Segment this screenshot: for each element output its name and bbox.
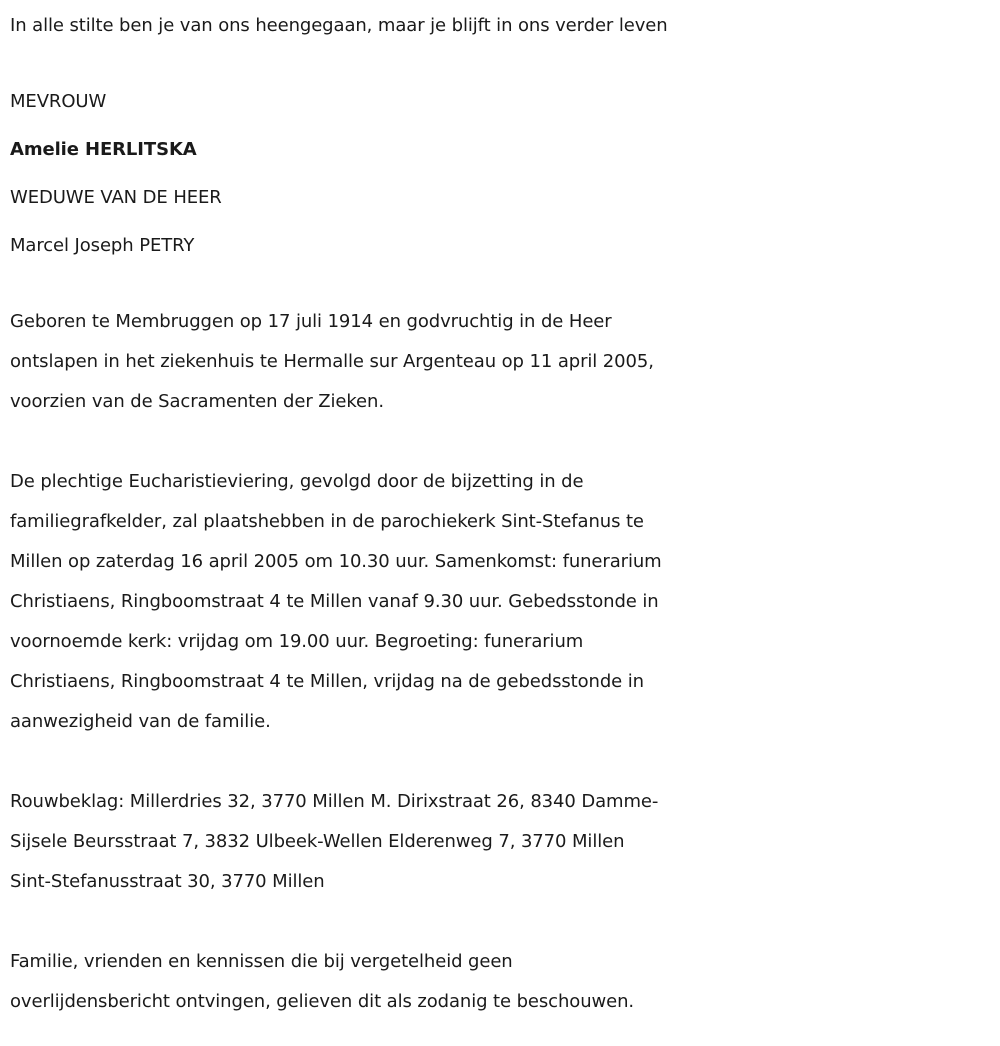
text-line: Rouwbeklag: Millerdries 32, 3770 Millen M. Dirixstraat 26, 8340 Damme- [10, 791, 659, 812]
text-line: Sint-Stefanusstraat 30, 3770 Millen [10, 871, 325, 892]
ceremony-paragraph [10, 462, 995, 742]
text-line: voornoemde kerk: vrijdag om 19.00 uur. Begroeting: funerarium [10, 631, 584, 652]
title-prefix: MEVROUW [10, 91, 107, 112]
text-line: familiegrafkelder, zal plaatshebben in de parochiekerk Sint-Stefanus te [10, 511, 644, 532]
text-line: Geboren te Membruggen op 17 juli 1914 en godvruchtig in de Heer [10, 311, 612, 332]
text-line: voorzien van de Sacramenten der Zieken. [10, 391, 384, 412]
obituary-notice [10, 6, 995, 1022]
intro-line: In alle stilte ben je van ons heengegaan, maar je blijft in ons verder leven [10, 15, 668, 36]
birth-paragraph [10, 302, 995, 422]
relation-label: WEDUWE VAN DE HEER [10, 187, 222, 208]
text-line: Christiaens, Ringboomstraat 4 te Millen, vrijdag na de gebedsstonde in [10, 671, 644, 692]
spouse-name: Marcel Joseph PETRY [10, 235, 195, 256]
text-line: Christiaens, Ringboomstraat 4 te Millen vanaf 9.30 uur. Gebedsstonde in [10, 591, 659, 612]
closing-paragraph [10, 942, 995, 1022]
deceased-heading [10, 78, 995, 270]
deceased-name: Amelie HERLITSKA [10, 139, 197, 160]
text-line: overlijdensbericht ontvingen, gelieven dit als zodanig te beschouwen. [10, 991, 635, 1012]
text-line: aanwezigheid van de familie. [10, 711, 271, 732]
text-line: Millen op zaterdag 16 april 2005 om 10.30 uur. Samenkomst: funerarium [10, 551, 662, 572]
text-line: ontslapen in het ziekenhuis te Hermalle sur Argenteau op 11 april 2005, [10, 351, 654, 372]
text-line: De plechtige Eucharistieviering, gevolgd door de bijzetting in de [10, 471, 584, 492]
text-line: Familie, vrienden en kennissen die bij vergetelheid geen [10, 951, 513, 972]
mourning-paragraph [10, 782, 995, 902]
text-line: Sijsele Beursstraat 7, 3832 Ulbeek-Wellen Elderenweg 7, 3770 Millen [10, 831, 625, 852]
